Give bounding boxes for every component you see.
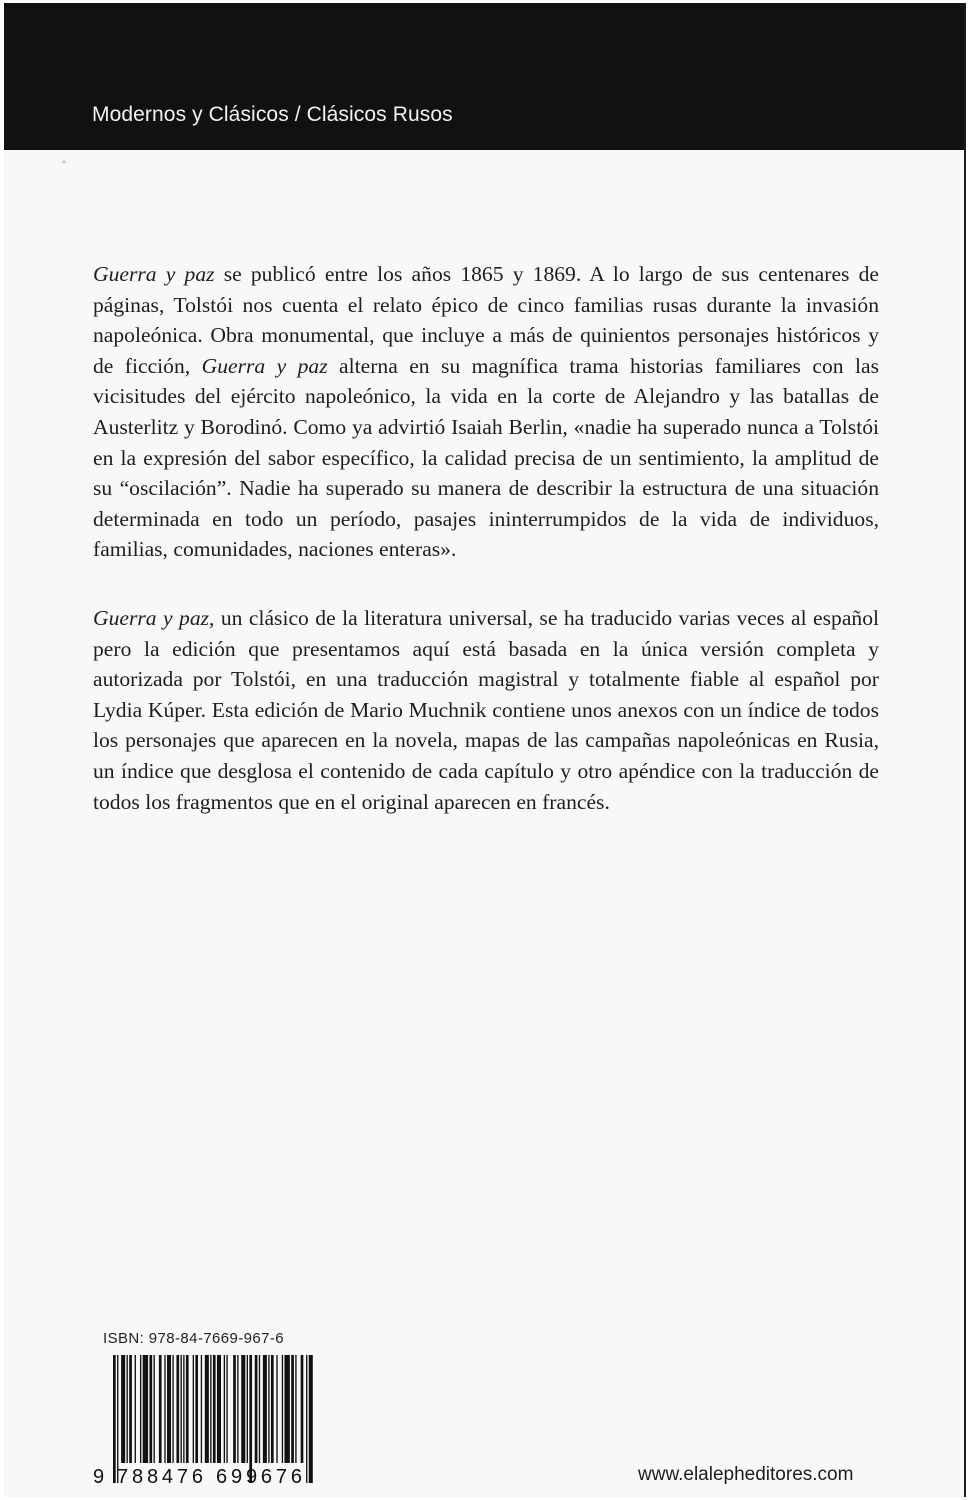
barcode-graphic <box>93 1355 315 1487</box>
barcode-bar <box>247 1355 248 1463</box>
barcode-bar <box>129 1355 132 1463</box>
barcode-bar <box>205 1355 209 1463</box>
barcode-bars <box>113 1355 313 1483</box>
barcode-bar <box>295 1355 296 1463</box>
book-title-italic: Guerra y paz <box>93 605 210 630</box>
barcode-bar <box>213 1355 216 1463</box>
barcode-bar <box>284 1355 289 1463</box>
barcode-bar <box>259 1355 260 1463</box>
barcode-bar <box>237 1355 238 1463</box>
barcode-bar <box>291 1355 294 1463</box>
barcode-bar <box>172 1355 173 1463</box>
barcode-bar <box>121 1355 125 1463</box>
barcode-bar <box>271 1355 274 1463</box>
barcode-bar <box>263 1355 267 1463</box>
barcode-bar <box>309 1355 313 1483</box>
barcode-bar <box>306 1355 307 1483</box>
barcode-bar <box>241 1355 245 1463</box>
barcode-bar <box>233 1355 236 1463</box>
barcode-bar <box>135 1355 136 1463</box>
blurb-text <box>93 259 879 855</box>
barcode-bar <box>143 1355 148 1463</box>
barcode-bar <box>181 1355 182 1463</box>
barcode-bar <box>301 1355 304 1463</box>
barcode-digits-right: 699676 <box>216 1466 302 1487</box>
barcode-first-digit: 9 <box>93 1466 105 1487</box>
blurb-paragraph-2: Guerra y paz, un clásico de la literatura universal, se ha traducido varias veces al español pero la edición que presentamos aquí está basada en la única versión completa y autorizada por Tolstói, en una traducción magistral y totalmente fiable al español por Lydia Kúper. Esta edición de Mario Muchnik contiene unos anexos con un índice de todos los personajes que aparecen en la novela, mapas de las campañas napoleónicas en Rusia, un índice que desglosa el contenido de cada capítulo y otro apéndice con la traducción de todos los fragmentos que en el original aparecen en francés. <box>93 605 879 814</box>
barcode-bar <box>193 1355 194 1463</box>
barcode-bar <box>176 1355 179 1463</box>
barcode-bar <box>140 1355 141 1463</box>
barcode-bar <box>154 1355 155 1463</box>
barcode <box>93 1355 315 1487</box>
barcode-bar <box>210 1355 211 1463</box>
publisher-website: www.elalepheditores.com <box>638 1464 854 1485</box>
barcode-bar <box>117 1355 118 1483</box>
barcode-bar <box>217 1355 221 1463</box>
back-cover <box>4 3 966 1497</box>
barcode-bar <box>276 1355 277 1463</box>
header-band <box>4 3 964 150</box>
barcode-bar <box>186 1355 189 1463</box>
isbn-label: ISBN: 978-84-7669-967-6 <box>103 1330 284 1347</box>
barcode-bar <box>127 1355 128 1463</box>
barcode-bar <box>167 1355 171 1463</box>
barcode-bar <box>159 1355 162 1463</box>
barcode-bar <box>183 1355 184 1463</box>
barcode-bar <box>282 1355 283 1463</box>
barcode-bar <box>201 1355 202 1463</box>
barcode-bar <box>249 1355 252 1483</box>
barcode-bar <box>224 1355 225 1463</box>
print-speck: ▵ <box>62 156 67 165</box>
blurb-paragraph-1: Guerra y paz se publicó entre los años 1865 y 1869. A lo largo de sus centenares de páginas, Tolstói nos cuenta el relato épico de cinco familias rusas durante la invasión napoleónica. Obra monumental, que incluye a más de quinientos personajes históricos y de ficción, Guerra y paz alterna en su magnífica trama historias familiares con las vicisitudes del ejército napoleónico, la vida en la corte de Alejandro y las batallas de Austerlitz y Borodinó. Como ya advirtió Isaiah Berlin, «nadie ha superado nunca a Tolstói en la expresión del sabor específico, la calidad precisa de un sentimiento, la amplitud de su “oscilación”. Nadie ha superado su manera de describir la estructura de una situación determinada en todo un período, pasajes ininterrumpidos de la vida de individuos, familias, comunidades, naciones enteras». <box>93 262 879 562</box>
book-title-italic: Guerra y paz <box>93 262 215 286</box>
barcode-bar <box>255 1355 258 1463</box>
barcode-bar <box>268 1355 269 1463</box>
barcode-bar <box>226 1355 227 1463</box>
barcode-bar <box>195 1355 198 1463</box>
barcode-bar <box>149 1355 152 1463</box>
barcode-digits-left: 788476 <box>117 1466 203 1487</box>
collection-title: Modernos y Clásicos / Clásicos Rusos <box>92 103 453 126</box>
barcode-bar <box>113 1355 116 1483</box>
barcode-bar <box>164 1355 165 1463</box>
book-title-italic: Guerra y paz <box>201 353 328 378</box>
